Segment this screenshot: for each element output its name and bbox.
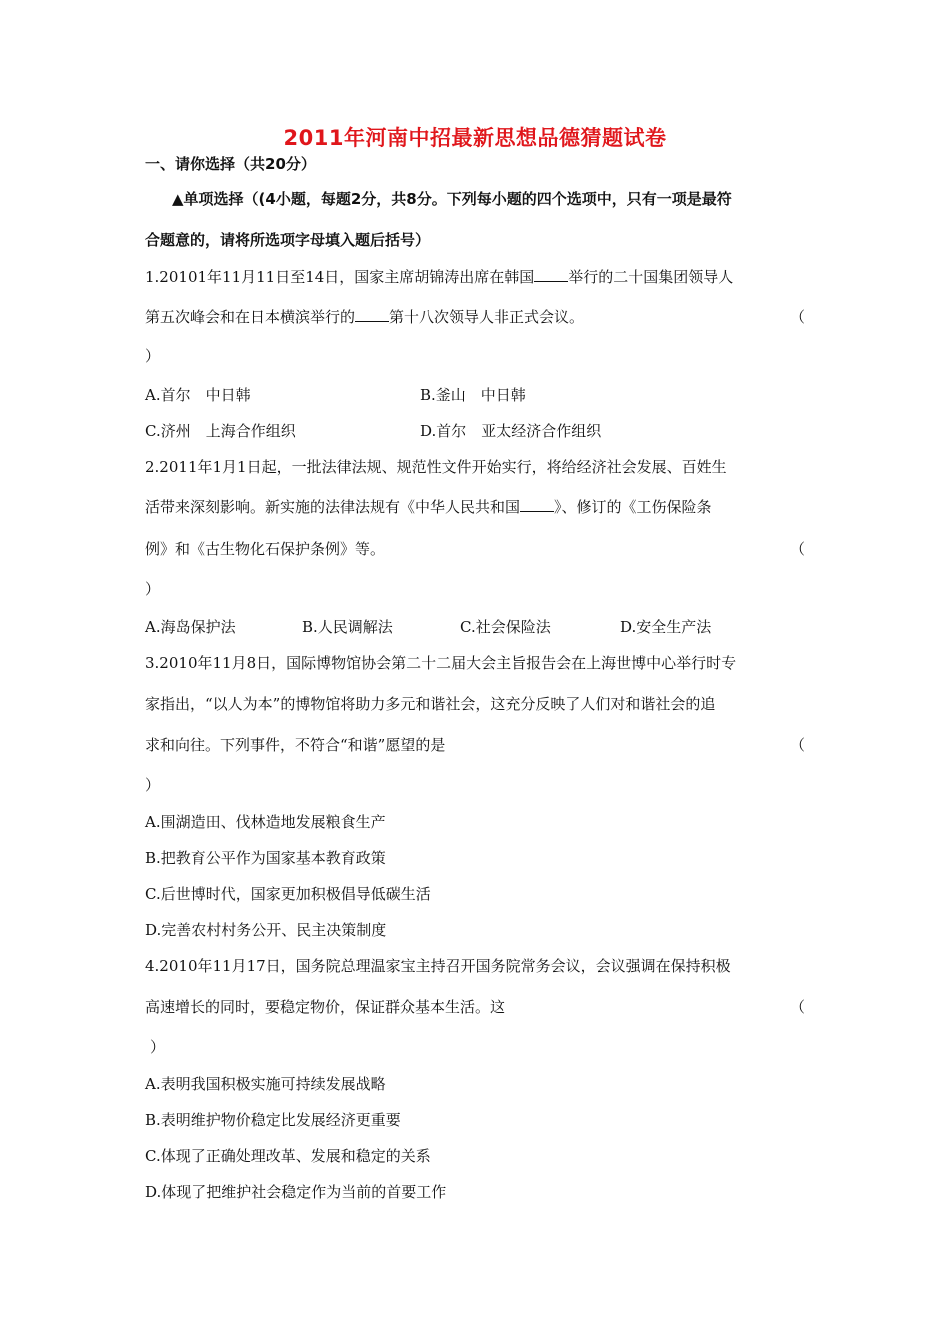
option-b: B.人民调解法 [302, 618, 393, 636]
question-text: 》、修订的《工伤保险条 [554, 498, 712, 516]
question-text: 举行的二十国集团领导人 [568, 268, 734, 286]
answer-paren-open: （ [789, 736, 805, 754]
question-2-line-2 [145, 496, 805, 517]
option-c: C.济州 上海合作组织 [145, 422, 296, 440]
answer-paren-open: （ [789, 308, 805, 326]
question-3-line-2: 家指出，“以人为本”的博物馆将助力多元和谐社会，这充分反映了人们对和谐社会的追 [145, 695, 716, 713]
question-4-line-2: 高速增长的同时，要稳定物价，保证群众基本生活。这 [145, 998, 506, 1016]
page-title: 2011年河南中招最新思想品德猜题试卷 [283, 126, 667, 150]
option-d: D.体现了把维护社会稳定作为当前的首要工作 [145, 1183, 447, 1201]
instruction-line-1: ▲单项选择（(4小题，每题2分，共8分。下列每小题的四个选项中，只有一项是最符 [172, 190, 732, 208]
option-b: B.把教育公平作为国家基本教育政策 [145, 849, 386, 867]
question-text: 1.20101年11月11日至14日，国家主席胡锦涛出席在韩国 [145, 268, 535, 286]
option-b: B.表明维护物价稳定比发展经济更重要 [145, 1111, 401, 1129]
option-d: D.安全生产法 [620, 618, 712, 636]
answer-paren-open: （ [789, 540, 805, 558]
answer-blank [355, 307, 389, 322]
option-d: D.完善农村村务公开、民主决策制度 [145, 921, 387, 939]
answer-paren-close: ） [145, 580, 161, 598]
question-text: 活带来深刻影响。新实施的法律法规有《中华人民共和国 [145, 498, 521, 516]
question-4-line-1: 4.2010年11月17日，国务院总理温家宝主持召开国务院常务会议，会议强调在保持积极 [145, 957, 731, 975]
question-3-line-1: 3.2010年11月8日，国际博物馆协会第二十二届大会主旨报告会在上海世博中心举行时专 [145, 654, 737, 672]
answer-paren-open: （ [789, 998, 805, 1016]
option-c: C.体现了正确处理改革、发展和稳定的关系 [145, 1147, 431, 1165]
option-a: A.海岛保护法 [145, 618, 236, 636]
question-text: 第五次峰会和在日本横滨举行的 [145, 308, 356, 326]
question-1-line-2 [145, 306, 805, 327]
question-3-line-3: 求和向往。下列事件，不符合“和谐”愿望的是 [145, 736, 446, 754]
section-heading: 一、请你选择（共20分） [145, 155, 316, 173]
question-1-line-1 [145, 266, 805, 287]
option-c: C.后世博时代，国家更加积极倡导低碳生活 [145, 885, 431, 903]
option-a: A.表明我国积极实施可持续发展战略 [145, 1075, 386, 1093]
answer-blank [520, 497, 554, 512]
instruction-line-2: 合题意的，请将所选项字母填入题后括号） [145, 231, 431, 249]
question-text: 第十八次领导人非正式会议。 [389, 308, 585, 326]
option-a: A.首尔 中日韩 [145, 386, 251, 404]
answer-paren-close: ） [145, 776, 161, 794]
question-2-line-1: 2.2011年1月1日起，一批法律法规、规范性文件开始实行，将给经济社会发展、百姓生 [145, 458, 727, 476]
option-c: C.社会保险法 [460, 618, 551, 636]
answer-paren-close: ） [150, 1038, 166, 1056]
question-2-line-3: 例》和《古生物化石保护条例》等。 [145, 540, 386, 558]
option-b: B.釜山 中日韩 [420, 386, 526, 404]
answer-blank [534, 267, 568, 282]
option-a: A.围湖造田、伐林造地发展粮食生产 [145, 813, 386, 831]
answer-paren-close: ） [145, 347, 161, 365]
option-d: D.首尔 亚太经济合作组织 [420, 422, 602, 440]
